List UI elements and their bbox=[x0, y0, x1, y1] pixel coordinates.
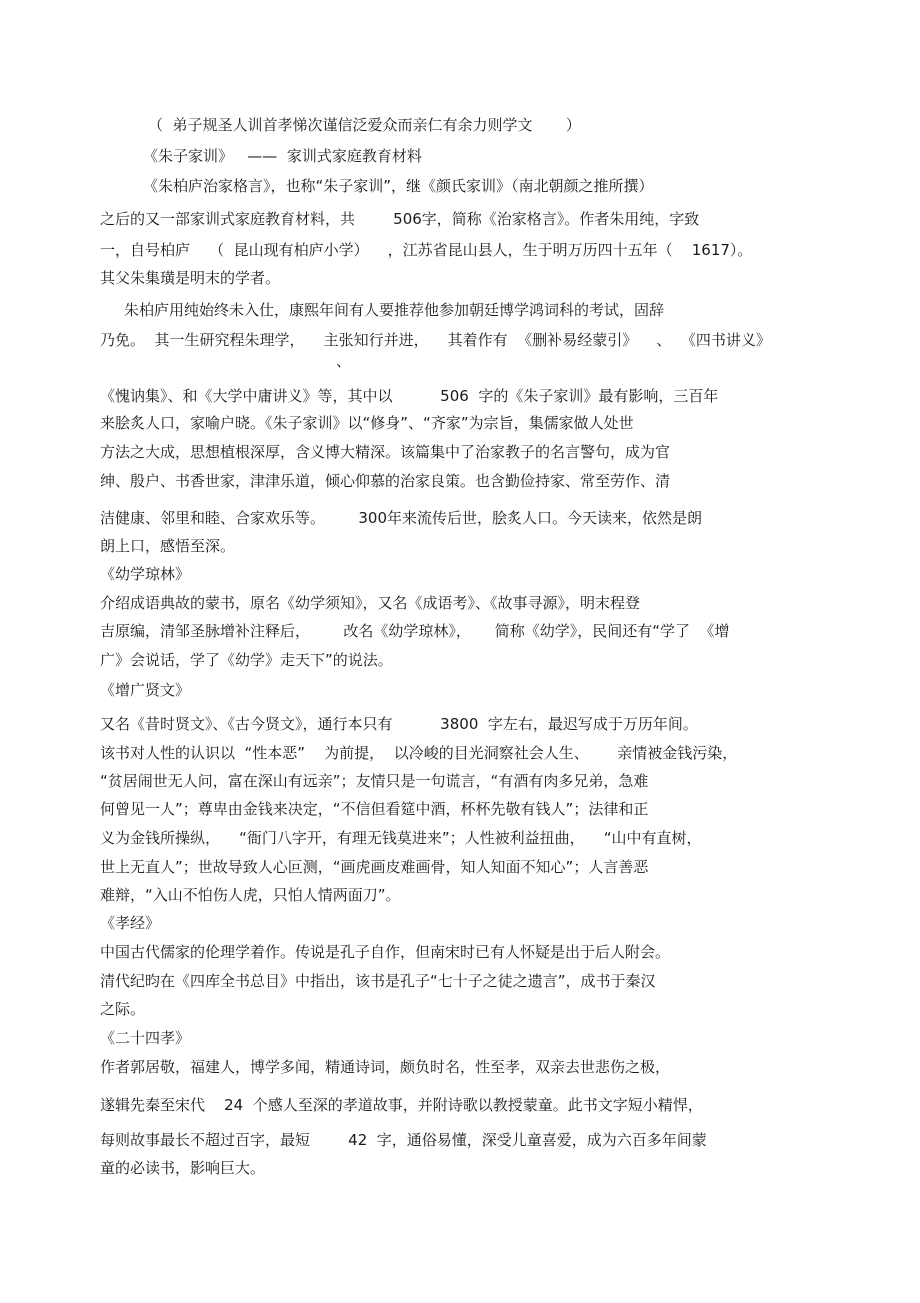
paragraph-line: 朱柏庐用纯始终未入仕，康熙年间有人要推荐他参加朝廷博学鸿词科的考试，固辞 bbox=[124, 301, 665, 319]
paragraph-line: 何曾见一人”；尊卑由金钱来决定，“不信但看筵中酒，杯杯先敬有钱人”；法律和正 bbox=[100, 800, 649, 818]
section-heading: 《朱子家训》 —— 家训式家庭教育材料 bbox=[143, 147, 422, 165]
verse-line: （ 弟子规圣人训首孝悌次谨信泛爱众而亲仁有余力则学文 ） bbox=[148, 116, 581, 134]
paragraph-line: “贫居闹世无人问，富在深山有远亲”；友情只是一句谎言，“有酒有肉多兄弟，急难 bbox=[100, 772, 649, 790]
paragraph-line: 清代纪昀在《四库全书总目》中指出，该书是孔子“七十子之徒之遗言”，成书于秦汉 bbox=[100, 972, 656, 990]
paragraph-line: 洁健康、邻里和睦、合家欢乐等。 300年来流传后世，脍炙人口。今天读来，依然是朗 bbox=[100, 509, 703, 527]
paragraph-line: 乃免。 其一生研究程朱理学， 主张知行并进， 其着作有 《删补易经蒙引》 、 《四书讲义》 bbox=[100, 331, 771, 349]
stray-punctuation: 、 bbox=[336, 352, 352, 370]
paragraph-line: 每则故事最长不超过百字，最短 42 字，通俗易懂，深受儿童喜爱，成为六百多年间蒙 bbox=[100, 1131, 707, 1149]
paragraph-line: 该书对人性的认识以 “性本恶” 为前提， 以冷峻的目光洞察社会人生、 亲情被金钱污染， bbox=[100, 744, 738, 762]
paragraph-line: 难辩，“入山不怕伤人虎，只怕人情两面刀”。 bbox=[100, 886, 401, 904]
paragraph-line: 吉原编，清邹圣脉增补注释后， 改名《幼学琼林》， 简称《幼学》，民间还有“学了 《增 bbox=[100, 622, 730, 640]
paragraph-line: 方法之大成，思想植根深厚，含义博大精深。该篇集中了治家教子的名言警句，成为官 bbox=[100, 443, 671, 461]
paragraph-line: 其父朱集璜是明末的学者。 bbox=[100, 269, 281, 287]
paragraph-line: 中国古代儒家的伦理学着作。传说是孔子自作，但南宋时已有人怀疑是出于后人附会。 bbox=[100, 943, 671, 961]
paragraph-line: 广》会说话，学了《幼学》走天下”的说法。 bbox=[100, 651, 393, 669]
paragraph-line: 义为金钱所操纵， “衙门八字开，有理无钱莫进来”；人性被利益扭曲， “山中有直树， bbox=[100, 829, 702, 847]
paragraph-line: 作者郭居敬，福建人，博学多闻，精通诗词，颇负时名，性至孝，双亲去世悲伤之极， bbox=[100, 1058, 671, 1076]
paragraph-line: 《朱柏庐治家格言》，也称“朱子家训”，继《颜氏家训》（南北朝颜之推所撰） bbox=[143, 177, 654, 195]
paragraph-line: 来脍炙人口，家喻户晓。《朱子家训》以“修身”、“齐家”为宗旨，集儒家做人处世 bbox=[100, 414, 634, 432]
section-heading: 《增广贤文》 bbox=[100, 681, 191, 699]
paragraph-line: 之后的又一部家训式家庭教育材料，共 506字，简称《治家格言》。作者朱用纯，字致 bbox=[100, 210, 700, 228]
paragraph-line: 绅、殷户、书香世家，津津乐道，倾心仰慕的治家良策。也含勤俭持家、常至劳作、清 bbox=[100, 472, 671, 490]
paragraph-line: 朗上口，感悟至深。 bbox=[100, 537, 236, 555]
paragraph-line: 童的必读书，影响巨大。 bbox=[100, 1159, 266, 1177]
paragraph-line: 遂辑先秦至宋代 24 个感人至深的孝道故事，并附诗歌以教授蒙童。此书文字短小精悍， bbox=[100, 1096, 703, 1114]
paragraph-line: 世上无直人”；世故导致人心叵测，“画虎画皮难画骨，知人知面不知心”；人言善恶 bbox=[100, 858, 649, 876]
paragraph-line: 又名《昔时贤文》、《古今贤文》，通行本只有 3800 字左右，最迟写成于万历年间。 bbox=[100, 715, 698, 733]
paragraph-line: 《愧讷集》、和《大学中庸讲义》等，其中以 506 字的《朱子家训》最有影响，三百年 bbox=[100, 387, 719, 405]
section-heading: 《幼学琼林》 bbox=[100, 565, 191, 583]
paragraph-line: 介绍成语典故的蒙书，原名《幼学须知》，又名《成语考》、《故事寻源》，明末程登 bbox=[100, 594, 641, 612]
section-heading: 《孝经》 bbox=[100, 914, 161, 932]
paragraph-line: 之际。 bbox=[100, 1000, 146, 1018]
paragraph-line: 一，自号柏庐 （ 昆山现有柏庐小学） ，江苏省昆山县人，生于明万历四十五年（ 1617）。 bbox=[100, 241, 753, 259]
section-heading: 《二十四孝》 bbox=[100, 1029, 191, 1047]
